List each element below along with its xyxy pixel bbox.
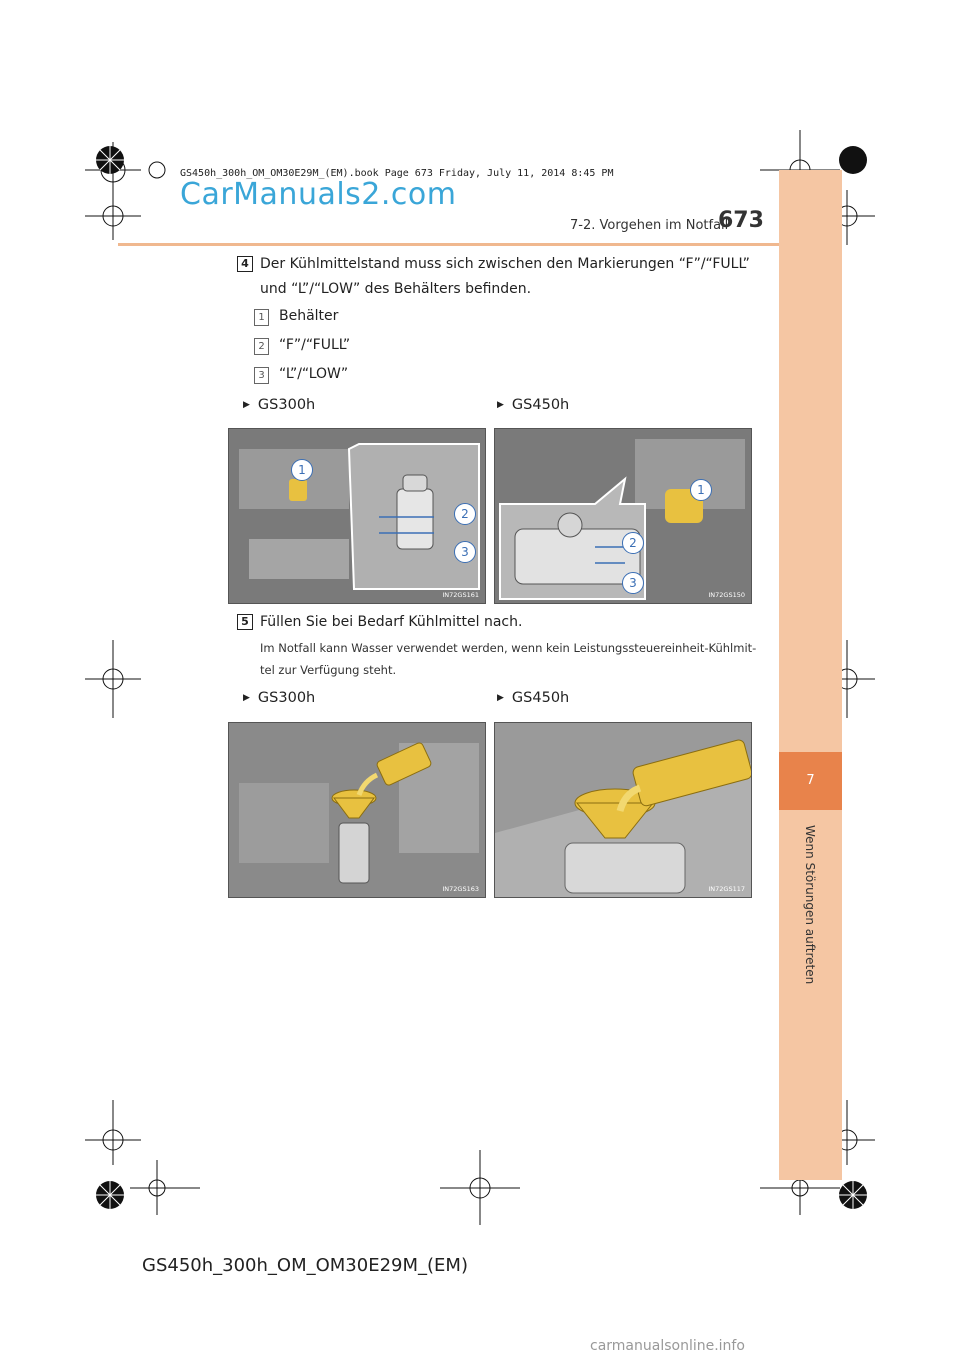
item-label-1: Behälter: [279, 308, 339, 324]
figure-code: IN72GS163: [442, 885, 479, 893]
fig2-callout-1: 1: [690, 479, 712, 501]
item-badge-2: 2: [254, 338, 269, 355]
figure-gs450h-reservoir: [494, 428, 752, 604]
book-info-line: GS450h_300h_OM_OM30E29M_(EM).book Page 673 Friday, July 11, 2014 8:45 PM: [180, 168, 614, 179]
item-badge-1: 1: [254, 309, 269, 326]
chapter-title: Wenn Störungen auftreten: [803, 825, 817, 985]
figure-gs450h-fill: [494, 722, 752, 898]
document-code: GS450h_300h_OM_OM30E29M_(EM): [142, 1255, 468, 1276]
item-label-3: “L”/“LOW”: [279, 366, 349, 382]
item-label-2: “F”/“FULL”: [279, 337, 351, 353]
section-title: 7-2. Vorgehen im Notfall: [570, 218, 729, 233]
coolant-fill-illustration: [229, 723, 485, 897]
figure-code: IN72GS161: [442, 591, 479, 599]
site-watermark: carmanualsonline.info: [590, 1338, 745, 1354]
step-number-5: 5: [237, 614, 253, 630]
model-label-gs450h-2: ▶ GS450h: [497, 690, 570, 706]
fig1-callout-3: 3: [454, 541, 476, 563]
figure-code: IN72GS117: [708, 885, 745, 893]
header-rule: [118, 243, 779, 246]
chapter-tab-strip: [779, 170, 842, 1180]
chapter-number: 7: [779, 752, 842, 810]
triangle-icon: ▶: [497, 693, 504, 703]
step5-text: Füllen Sie bei Bedarf Kühlmittel nach.: [260, 614, 523, 630]
triangle-icon: ▶: [497, 400, 504, 410]
triangle-icon: ▶: [243, 693, 250, 703]
step-number-4: 4: [237, 256, 253, 272]
model-label-gs450h-1: ▶ GS450h: [497, 397, 570, 413]
step5-note: [260, 637, 760, 681]
figure-gs300h-reservoir: [228, 428, 486, 604]
step4-text-line2: und “L”/“LOW” des Behälters befinden.: [260, 281, 532, 297]
fig2-callout-2: 2: [622, 532, 644, 554]
coolant-fill-illustration: [495, 723, 751, 897]
step5-note-line2: tel zur Verfügung steht.: [260, 663, 397, 677]
triangle-icon: ▶: [243, 400, 250, 410]
fig2-callout-3: 3: [622, 572, 644, 594]
model-label-gs300h-2: ▶ GS300h: [243, 690, 316, 706]
step4-text-line1: Der Kühlmittelstand muss sich zwischen den Markierungen “F”/“FULL”: [260, 256, 750, 272]
fig1-callout-2: 2: [454, 503, 476, 525]
item-badge-3: 3: [254, 367, 269, 384]
figure-gs300h-fill: [228, 722, 486, 898]
step5-note-line1: Im Notfall kann Wasser verwendet werden, wenn kein Leistungssteuereinheit-Kühlmit-: [260, 641, 757, 655]
step4-text: [260, 252, 760, 302]
page-number: 673: [718, 208, 764, 233]
model-label-gs300h-1: ▶ GS300h: [243, 397, 316, 413]
watermark: CarManuals2.com: [180, 177, 457, 212]
engine-bay-illustration: [229, 429, 485, 603]
figure-code: IN72GS150: [708, 591, 745, 599]
fig1-callout-1: 1: [291, 459, 313, 481]
